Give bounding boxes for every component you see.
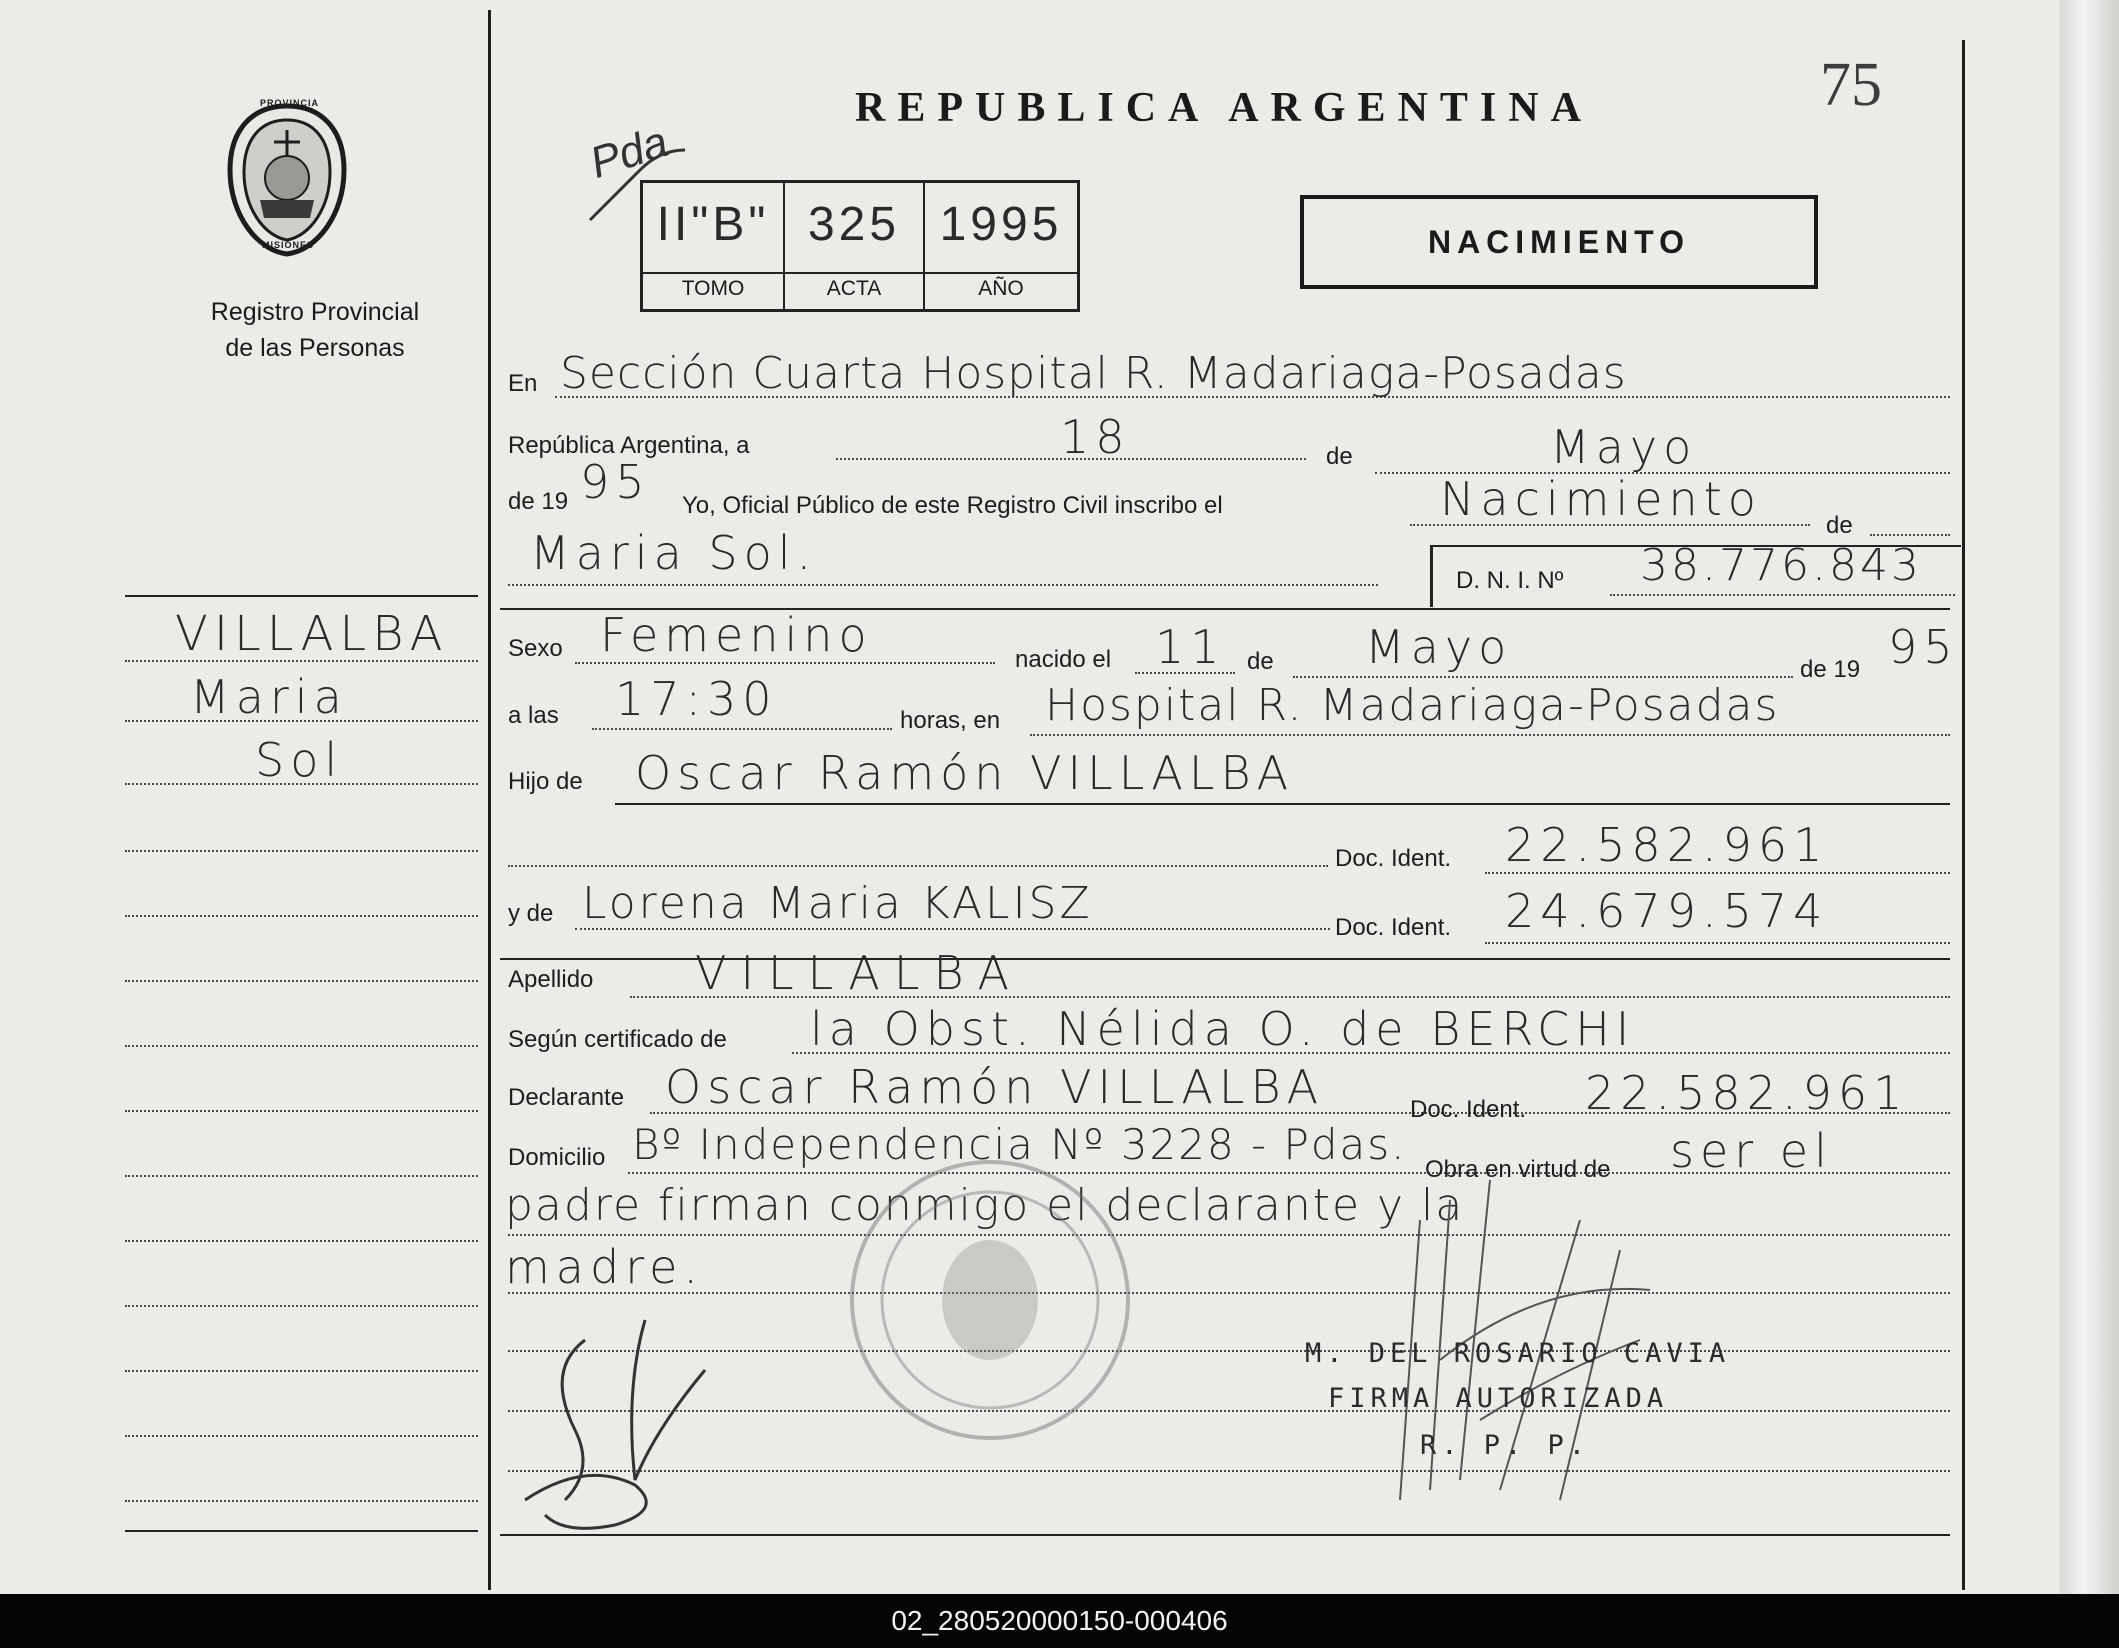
declarante-doc-label: Doc. Ident. xyxy=(1410,1096,1527,1123)
madre-doc-label: Doc. Ident. xyxy=(1335,914,1452,941)
nacido-month: Mayo xyxy=(1365,620,1513,674)
sexo-value: Femenino xyxy=(600,608,873,662)
en-label: En xyxy=(508,370,538,397)
stamp-line-2: FIRMA AUTORIZADA xyxy=(1328,1383,1669,1414)
madre-doc-line xyxy=(1485,942,1950,944)
yde-label: y de xyxy=(508,900,554,927)
nacido-label: nacido el xyxy=(1015,646,1112,673)
acta-value: 325 xyxy=(807,198,901,251)
anio-cell xyxy=(925,183,1077,309)
hijo-label: Hijo de xyxy=(508,768,583,795)
de-label-2: de xyxy=(1826,512,1853,539)
apellido-value: VILLALBA xyxy=(695,946,1024,1000)
margin-line xyxy=(125,1175,478,1177)
nacido-day: 11 xyxy=(1155,620,1226,674)
oficial-text: Yo, Oficial Público de este Registro Civil inscribo el xyxy=(682,492,1223,519)
month-value: Mayo xyxy=(1550,420,1698,474)
nacido-de-label: de xyxy=(1247,648,1274,675)
domicilio-value: Bº Independencia Nº 3228 - Pdas. xyxy=(632,1120,1407,1169)
margin-line xyxy=(125,1435,478,1437)
margin-line xyxy=(125,1110,478,1112)
registry-line-1: Registro Provincial xyxy=(210,298,420,326)
obra-label: Obra en virtud de xyxy=(1425,1156,1611,1183)
stamp-line-1: M. DEL ROSARIO CAVIA xyxy=(1305,1338,1731,1369)
record-type-label: NACIMIENTO xyxy=(1427,223,1691,260)
tomo-acta-anio-box xyxy=(640,180,1080,312)
registry-line-2: de las Personas xyxy=(225,334,405,362)
segun-label: Según certificado de xyxy=(508,1026,727,1053)
sexo-line xyxy=(575,662,995,664)
margin-second-name: Sol xyxy=(255,733,344,787)
left-margin-divider xyxy=(488,10,491,1590)
year-prefix: de 19 xyxy=(508,488,569,515)
nacido-year-prefix: de 19 xyxy=(1800,656,1861,683)
margin-line xyxy=(125,850,478,852)
tomo-cell xyxy=(643,183,785,309)
segun-value: la Obst. Nélida O. de BERCHI xyxy=(810,1002,1636,1056)
nombre-line xyxy=(508,584,1378,586)
acto-value: Nacimiento xyxy=(1440,472,1762,526)
margin-line xyxy=(125,1500,478,1502)
padre-line xyxy=(615,803,1950,805)
margin-line xyxy=(125,1045,478,1047)
declarante-value: Oscar Ramón VILLALBA xyxy=(665,1060,1325,1114)
day-value: 18 xyxy=(1060,410,1131,464)
seal-top-text: PROVINCIA xyxy=(260,98,320,108)
madre-doc-value: 24.679.574 xyxy=(1505,884,1829,938)
padre-doc-blank xyxy=(508,865,1328,867)
tomo-label: TOMO xyxy=(643,272,783,301)
lugar-value: Hospital R. Madariaga-Posadas xyxy=(1045,680,1780,731)
obra-value-2: padre firman conmigo el declarante y la xyxy=(505,1180,1465,1231)
sexo-label: Sexo xyxy=(508,635,563,662)
declarant-signature-icon xyxy=(505,1310,765,1540)
page-title: REPUBLICA ARGENTINA xyxy=(855,85,1593,131)
nombre-value: Maria Sol. xyxy=(530,526,818,580)
dni-label: D. N. I. Nº xyxy=(1456,567,1564,594)
margin-surname: VILLALBA xyxy=(175,606,449,662)
margin-line xyxy=(125,980,478,982)
margin-line xyxy=(125,1240,478,1242)
page-number: 75 xyxy=(1820,51,1882,119)
republica-label: República Argentina, a xyxy=(508,432,750,459)
nacido-year-suffix: 95 xyxy=(1888,620,1959,674)
right-page-border xyxy=(1962,40,1965,1590)
acta-cell xyxy=(785,183,925,309)
hora-line xyxy=(592,728,892,730)
margin-line xyxy=(125,915,478,917)
obra-value-3: madre. xyxy=(505,1240,705,1294)
margin-line xyxy=(125,1305,478,1307)
page-edge-shadow xyxy=(2060,0,2119,1594)
hora-value: 17:30 xyxy=(615,672,778,726)
margin-first-name: Maria xyxy=(190,670,348,724)
anio-value: 1995 xyxy=(939,198,1063,251)
horas-label: horas, en xyxy=(900,707,1001,734)
stamp-line-3: R. P. P. xyxy=(1420,1430,1591,1461)
padre-doc-label: Doc. Ident. xyxy=(1335,845,1452,872)
seal-bottom-text: MISIONES xyxy=(262,240,315,250)
margin-bottom-rule xyxy=(125,1530,478,1532)
declarante-label: Declarante xyxy=(508,1084,625,1111)
padre-doc-value: 22.582.961 xyxy=(1505,818,1829,872)
nacido-month-line xyxy=(1293,676,1793,678)
margin-top-rule xyxy=(125,595,478,597)
padre-doc-line xyxy=(1485,872,1950,874)
lugar-line xyxy=(1030,734,1950,736)
de-label: de xyxy=(1326,443,1353,470)
dni-value: 38.776.843 xyxy=(1640,540,1922,591)
acta-label: ACTA xyxy=(785,272,923,301)
document-footer-code: 02_280520000150-000406 xyxy=(0,1594,2119,1648)
pda-annotation: Pda xyxy=(584,117,674,188)
official-round-stamp-icon xyxy=(840,1150,1140,1450)
declarante-doc-value: 22.582.961 xyxy=(1585,1066,1909,1120)
tomo-value: II"B" xyxy=(656,198,770,251)
year-suffix: 95 xyxy=(580,455,651,509)
en-value: Sección Cuarta Hospital R. Madariaga-Posadas xyxy=(560,348,1627,399)
obra-line-2 xyxy=(508,1234,1950,1236)
de-line-2 xyxy=(1870,534,1950,536)
registry-name xyxy=(150,294,480,366)
domicilio-label: Domicilio xyxy=(508,1144,606,1171)
padre-value: Oscar Ramón VILLALBA xyxy=(635,746,1295,800)
dni-line xyxy=(1610,594,1955,596)
margin-line xyxy=(125,1370,478,1372)
obra-value-1: ser el xyxy=(1670,1124,1833,1178)
madre-value: Lorena Maria KALISZ xyxy=(582,878,1093,929)
obra-line-3 xyxy=(508,1292,1950,1294)
record-type-box xyxy=(1300,195,1818,289)
apellido-label: Apellido xyxy=(508,966,594,993)
provincial-seal-icon xyxy=(222,100,352,260)
alas-label: a las xyxy=(508,702,559,729)
anio-label: AÑO xyxy=(925,272,1077,301)
